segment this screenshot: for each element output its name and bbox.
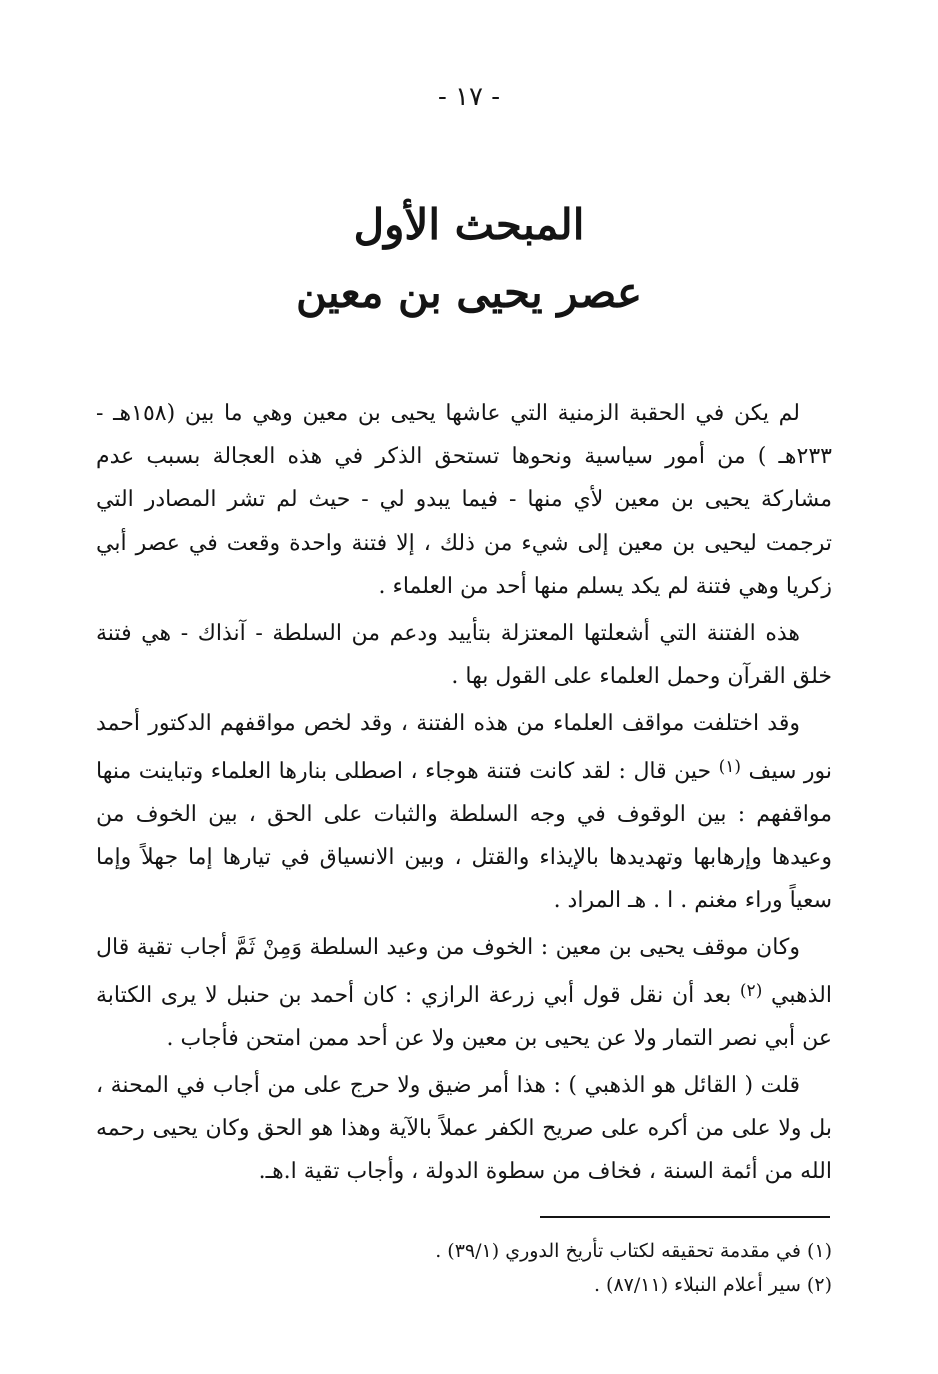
paragraph-1: لم يكن في الحقبة الزمنية التي عاشها يحيى بن معين وهي ما بين (١٥٨هـ - ٢٣٣هـ ) من أمور سياسية ونحوها تستحق الذكر في هذه العجالة بسبب عدم مشاركة يحيى بن معين لأي منها - فيما يبدو لي - حيث لم تشر المصادر التي ترجمت ليحيى بن معين إلى شيء من ذلك ، إلا فتنة واحدة وقعت في عصر أبي زكريا وهي فتنة لم يكد يسلم منها أحد من العلماء .: [96, 401, 832, 599]
footnote-ref-2[interactable]: (٢): [739, 980, 763, 1001]
paragraph-3-before: وقد اختلفت مواقف العلماء من هذه الفتنة ، وقد لخص مواقفهم الدكتور أحمد نور سيف: [96, 711, 832, 784]
section-subheading: عصر يحيى بن معين: [295, 268, 643, 317]
paragraph-3: [96, 702, 832, 922]
footnote-ref-1[interactable]: (١): [718, 756, 742, 777]
paragraph-5: قلت ( القائل هو الذهبي ) : هذا أمر ضيق ولا حرج على من أجاب في المحنة ، بل ولا على من أكره على صريح الكفر عملاً بالآية وهذا هو الحق وكان يحيى رحمه الله من أئمة السنة ، فخاف من سطوة الدولة ، وأجاب تقية ا.هـ.: [96, 1073, 832, 1185]
footnote-1: (١) في مقدمة تحقيقه لكتاب تأريخ الدوري (٣٩/١) .: [435, 1240, 832, 1262]
paragraph-4: [96, 926, 832, 1060]
paragraph-3-after: حين قال : لقد كانت فتنة هوجاء ، اصطلى بنارها العلماء وتباينت منها مواقفهم : بين الوقوف في وجه السلطة والثبات على الحق ، بين الخوف من وعيدها وإرهابها وتهديدها بالإيذاء والقتل ، وبين الانسياق في تيارها إما جهلاً وإما سعياً وراء مغنم . ا . هـ المراد .: [96, 758, 832, 914]
page-number: - ١٧ -: [437, 82, 501, 112]
body-text: [96, 392, 832, 1198]
footnotes: [96, 1234, 832, 1302]
paragraph-2: هذه الفتنة التي أشعلتها المعتزلة بتأييد ودعم من السلطة - آنذاك - هي فتنة خلق القرآن وحمل العلماء على القول بها .: [96, 621, 832, 690]
section-heading: المبحث الأول: [353, 200, 585, 249]
paragraph-4-after: بعد أن نقل قول أبي زرعة الرازي : كان أحمد بن حنبل لا يرى الكتابة عن أبي نصر التمار ولا عن يحيى بن معين ولا عن أحد ممن امتحن فأجاب .: [96, 982, 832, 1051]
footnote-divider: [540, 1216, 830, 1218]
footnote-2: (٢) سير أعلام النبلاء (٨٧/١١) .: [593, 1274, 832, 1296]
paragraph-4-before: وكان موقف يحيى بن معين : الخوف من وعيد السلطة وَمِنْ ثَمَّ أجاب تقية قال الذهبي: [96, 935, 832, 1008]
